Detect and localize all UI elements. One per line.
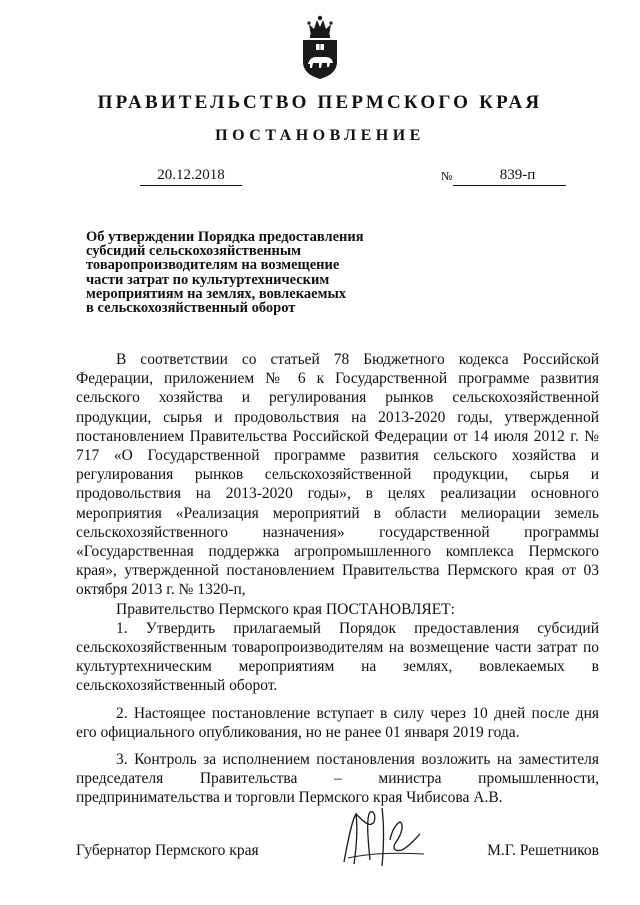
number-sign: № [441,169,453,183]
document-date [140,166,242,186]
government-title: ПРАВИТЕЛЬСТВО ПЕРМСКОГО КРАЯ [97,92,543,113]
item-paragraph: 2. Настоящее постановление вступает в силу через 10 дней после дня его официального опубликования, но не ранее 01 января 2019 года. [76,704,599,741]
subject-line: в сельскохозяйственный оборот [86,300,296,317]
subject-line: субсидий сельскохозяйственным [86,243,302,260]
document-body [76,350,599,808]
item-paragraph: 3. Контроль за исполнением постановления возложить на заместителя председателя Правительства – министра промышленности, предпринимательства и торговли Пермского края Чибисова А.В. [76,751,599,807]
signatory-position: Губернатор Пермского края [76,842,259,859]
number-underline [453,185,566,186]
preamble-paragraph: В соответствии со статьей 78 Бюджетного кодекса Российской Федерации, приложением № 6 к Государственной программе развития сельского хозяйства и регулирования рынков сельскохозяйственной продукции, сырья и продовольствия на 2013-2020 годы, утвержденной постановлением Правительства Российской Федерации от 14 июля 2012 г. № 717 «О Государственной программе развития сельского хозяйства и регулирования рынков сельскохозяйственной продукции, сырья и продовольствия на 2013-2020 годы», в целях реализации основного мероприятия «Реализация мероприятий в области мелиорации земель сельскохозяйственного назначения» государственной программы «Государственная поддержка агропромышленного комплекса Пермского края», утвержденной постановлением Правительства Пермского края от 03 октября 2013 г. № 1320-п, [76,351,599,599]
resolves-paragraph: Правительство Пермского края ПОСТАНОВЛЯЕТ: [116,600,455,618]
date-underline [140,185,242,186]
document-type: ПОСТАНОВЛЕНИЕ [215,127,425,144]
date-value: 20.12.2018 [157,167,225,183]
subject-line: товаропроизводителям на возмещение [86,257,340,274]
subject-line: Об утверждении Порядка предоставления [86,229,364,245]
document-number [441,166,566,188]
signatory-name: М.Г. Решетников [487,842,599,859]
subject-line: части затрат по культуртехническим [86,271,330,288]
coat-of-arms-icon [299,14,341,80]
handwritten-signature [330,800,450,870]
item-paragraph: 1. Утвердить прилагаемый Порядок предоставления субсидий сельскохозяйственным товаропроизводителям на возмещение части затрат по культуртехническим мероприятиям на землях, вовлекаемых в сельскохозяйственный оборот. [76,619,599,695]
document-subject [86,230,386,315]
subject-line: мероприятиям на землях, вовлекаемых [86,285,347,302]
number-value: 839-п [499,167,536,183]
